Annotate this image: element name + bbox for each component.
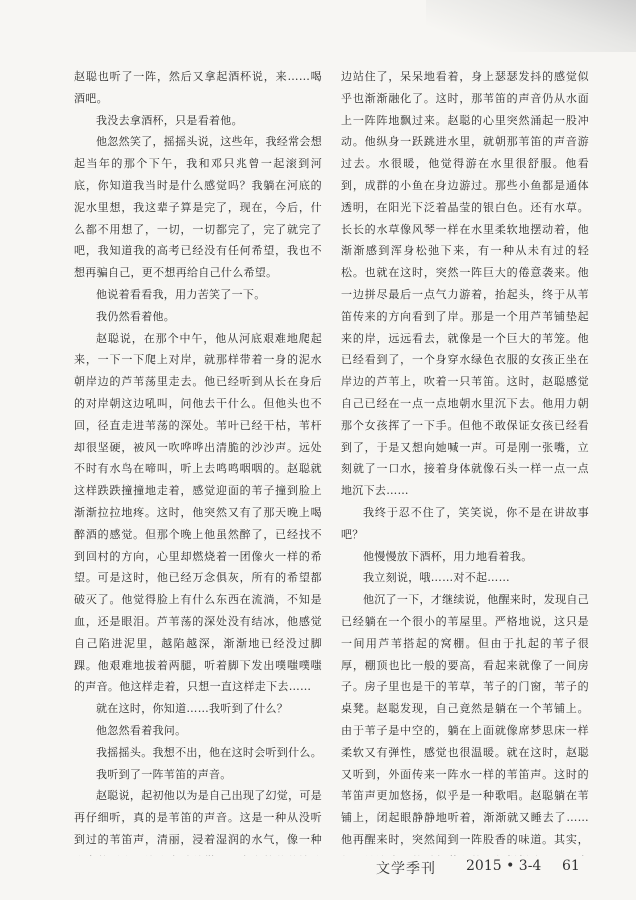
- issue-number: 2015 • 3-4: [466, 858, 542, 874]
- right-column: [341, 66, 589, 856]
- paragraph: 他忽然笑了，摇摇头说，这些年，我经常会想起当年的那个下午，我和邓只兆曾一起滚到河底，你知道我当时是什么感觉吗？我躺在河底的泥水里想，我这辈子算是完了，现在，今后，什么都不用想了，一切，一切都完了，完了就完了吧，我知道我的高考已经没有任何希望，我也不想再骗自己，更不想再给自己什么希望。: [74, 135, 322, 280]
- paragraph: 我没去拿酒杯，只是看着他。: [96, 113, 243, 127]
- journal-name: 文学季刊: [376, 861, 436, 877]
- paragraph: 我仍然看着他。: [96, 309, 176, 323]
- paragraph: 他忽然看着我问。: [96, 723, 187, 737]
- paragraph: 赵聪说，起初他以为是自己出现了幻觉，可是再仔细听，真的是苇笛的声音。这是一种从没听到过的苇笛声，清丽，浸着湿润的水气，像一种: [74, 789, 322, 846]
- paragraph: 他慢慢放下酒杯，用力地看着我。: [363, 549, 533, 563]
- paragraph: 赵聪说，在那个中午，他从河底艰难地爬起来，一下一下爬上对岸，就那样带着一身的泥水朝岸边的芦苇荡里走去。他已经听到从长在身后的对岸朝这边吼叫，问他去干什么。但他头也不回，径直走进苇荡的深处。苇叶已经干枯，苇杆却很坚硬，被风一吹哗哗出清脆的沙沙声。远处不时有水鸟在啼叫，听上去鸣鸣咽咽的。赵聪就这样跌跌撞撞地走着，感觉迎面的苇子撞到脸上渐渐拉拉地疼。这时，他突然又有了那天晚上喝醉酒的感觉。但那个晚上他虽然醉了，已经找不到回村的方向，心里却燃烧着一团像火一样的希望。可是这时，他已经万念俱灰，所有的希望都破灭了。他觉得脸上有什么东西在流淌，不知是血，还是眼泪。芦苇荡的深处没有结冰，他感觉自己陷进泥里，越陷越深，渐渐地已经没过脚踝。他艰难地拔着两腿，听着脚下发出噗嗤噗嗤的声音。他这样走着，只想一直这样走下去……: [74, 331, 322, 694]
- page-footer: [0, 858, 636, 880]
- paragraph: 赵聪也听了一阵，然后又拿起酒杯说，来……喝酒吧。: [74, 70, 322, 105]
- paragraph: 他沉了一下，才继续说，他醒来时，发现自己已经躺在一个很小的苇屋里。严格地说，这只是一间用芦苇搭起的窝棚。但由于扎起的苇子很厚，棚顶也比一般的要高，看起来就像了一间房子。房子里也是干的苇草，苇子的门窗，苇子的桌凳。赵聪发现，自己竟然是躺在一个苇铺上。由于苇子是中空的，躺在上面就像席梦思床一样柔软又有弹性，感觉也很温暖。就在这时，赵聪又听到，外面传来一阵水一样的苇笛声。这时的苇笛声更加悠扬，似乎是一种歌唱。赵聪躺在苇铺上，闭起眼静静地听着，渐渐就又睡去了……他再醒来时，突然闻到一阵股香的味道。其实，: [341, 593, 589, 846]
- left-column: [74, 66, 322, 856]
- scan-corner-shadow: [426, 0, 636, 52]
- paragraph: 他说着看看我，用力苦笑了一下。: [96, 287, 266, 301]
- page-number: 61: [562, 858, 580, 874]
- paragraph: 我立刻说，哦……对不起……: [363, 571, 510, 585]
- paragraph: 我听到了一阵苇笛的声音。: [96, 767, 232, 781]
- paragraph: 边站住了，呆呆地看着，身上瑟瑟发抖的感觉似乎也渐渐融化了。这时，那苇笛的声音仍从水面上一阵阵地飘过来。赵聪的心里突然涌起一股冲动。他纵身一跃跳进水里，就朝那苇笛的声音游过去。水很暖，他觉得游在水里很舒服。他看到，成群的小鱼在身边游过。那些小鱼都是通体透明，在阳光下泛着晶莹的银白色。还有水草。长长的水草像风琴一样在水里柔软地摆动着，他渐渐感到浑身松弛下来，有一种从未有过的轻松。也就在这时，突然一阵巨大的倦意袭来。他一边拼尽最后一点气力游着，抬起头，终于从苇笛传来的方向看到了岸。那是一个用芦苇铺垫起来的岸，远远看去，就像是一个巨大的苇笼。他已经看到了，一个身穿水绿色衣服的女孩正坐在岸边的芦苇上，吹着一只苇笛。这时，赵聪感觉自己已经在一点一点地朝水里沉下去。他用力朝那个女孩挥了一下手。但他不敢保证女孩已经看到了，于是又想向她喊一声。可是刚一张嘴，立刻就了一口水，接着身体就像石头一样一点一点地沉下去……: [341, 70, 589, 498]
- paragraph: 我终于忍不住了，笑笑说，你不是在讲故事吧？: [341, 505, 589, 541]
- paragraph: 我摇摇头。我想不出，他在这时会听到什么。: [96, 745, 322, 759]
- article-body: [74, 66, 589, 856]
- paragraph: 就在这时，你知道……我听到了什么？: [96, 702, 289, 716]
